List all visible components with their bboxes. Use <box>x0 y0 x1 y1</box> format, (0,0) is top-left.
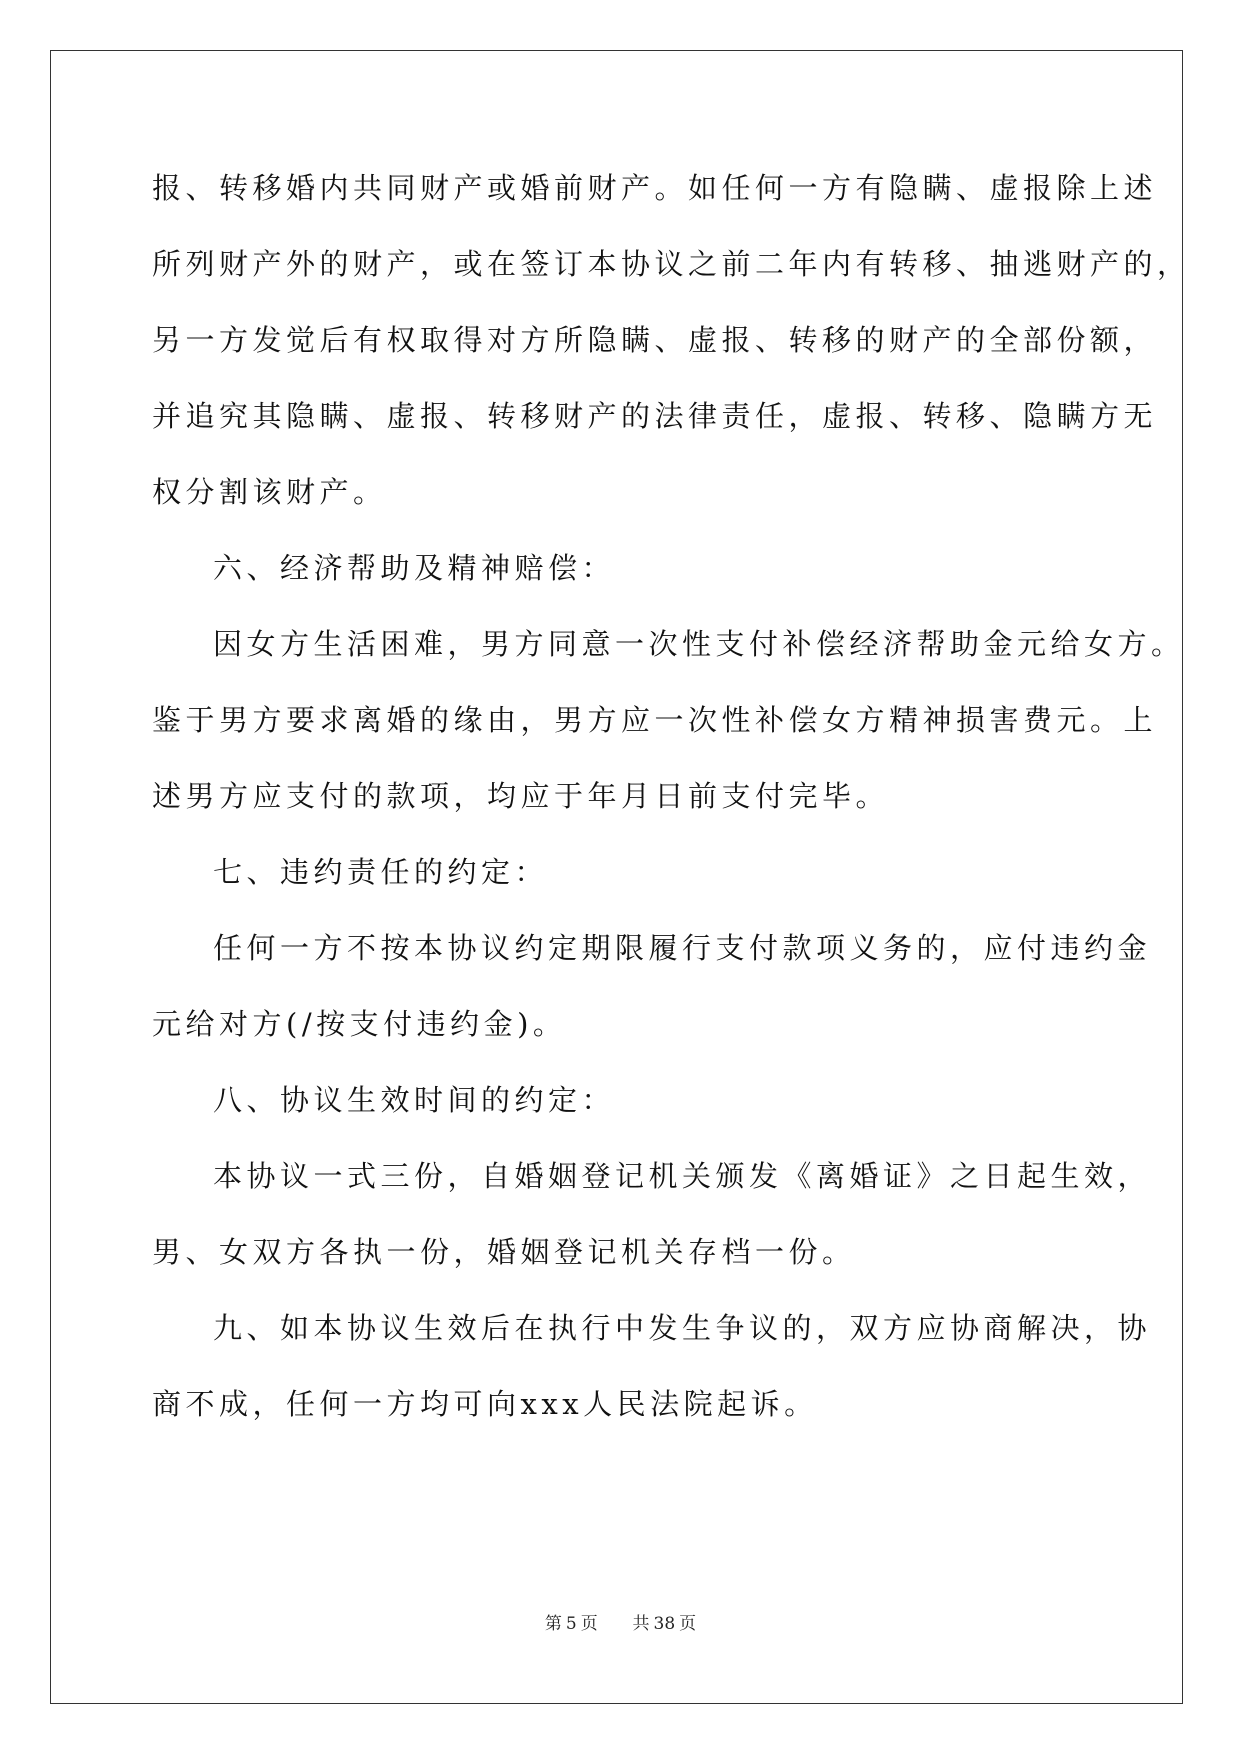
body-line: 因女方生活困难，男方同意一次性支付补偿经济帮助金元给女方。 <box>213 627 1185 661</box>
body-line: 另一方发觉后有权取得对方所隐瞒、虚报、转移的财产的全部份额， <box>152 323 1158 357</box>
body-line: 本协议一式三份，自婚姻登记机关颁发《离婚证》之日起生效， <box>213 1159 1152 1193</box>
total-prefix: 共 <box>632 1614 650 1634</box>
page-prefix: 第 <box>544 1614 562 1634</box>
total-suffix: 页 <box>679 1614 697 1634</box>
section-heading: 六、经济帮助及精神赔偿： <box>213 551 616 585</box>
section-heading: 八、协议生效时间的约定： <box>213 1083 616 1117</box>
body-line: 权分割该财产。 <box>152 475 387 509</box>
total-pages: 38 <box>653 1614 676 1634</box>
body-line: 述男方应支付的款项，均应于年月日前支付完毕。 <box>152 779 890 813</box>
body-line: 元给对方(/按支付违约金)。 <box>152 1007 567 1041</box>
body-line: 所列财产外的财产，或在签订本协议之前二年内有转移、抽逃财产的， <box>152 247 1191 281</box>
page-suffix: 页 <box>580 1614 598 1634</box>
body-line: 男、女双方各执一份，婚姻登记机关存档一份。 <box>152 1235 856 1269</box>
page-number: 5 <box>565 1614 577 1634</box>
body-line: 鉴于男方要求离婚的缘由，男方应一次性补偿女方精神损害费元。上 <box>152 703 1158 737</box>
section-heading: 七、违约责任的约定： <box>213 855 549 889</box>
section-heading: 九、如本协议生效后在执行中发生争议的，双方应协商解决，协 <box>213 1311 1152 1345</box>
page-footer <box>0 1609 1241 1634</box>
body-line: 报、转移婚内共同财产或婚前财产。如任何一方有隐瞒、虚报除上述 <box>152 171 1158 205</box>
body-line: 任何一方不按本协议约定期限履行支付款项义务的，应付违约金 <box>213 931 1152 965</box>
body-line: 商不成，任何一方均可向xxx人民法院起诉。 <box>152 1387 818 1421</box>
body-line: 并追究其隐瞒、虚报、转移财产的法律责任，虚报、转移、隐瞒方无 <box>152 399 1158 433</box>
